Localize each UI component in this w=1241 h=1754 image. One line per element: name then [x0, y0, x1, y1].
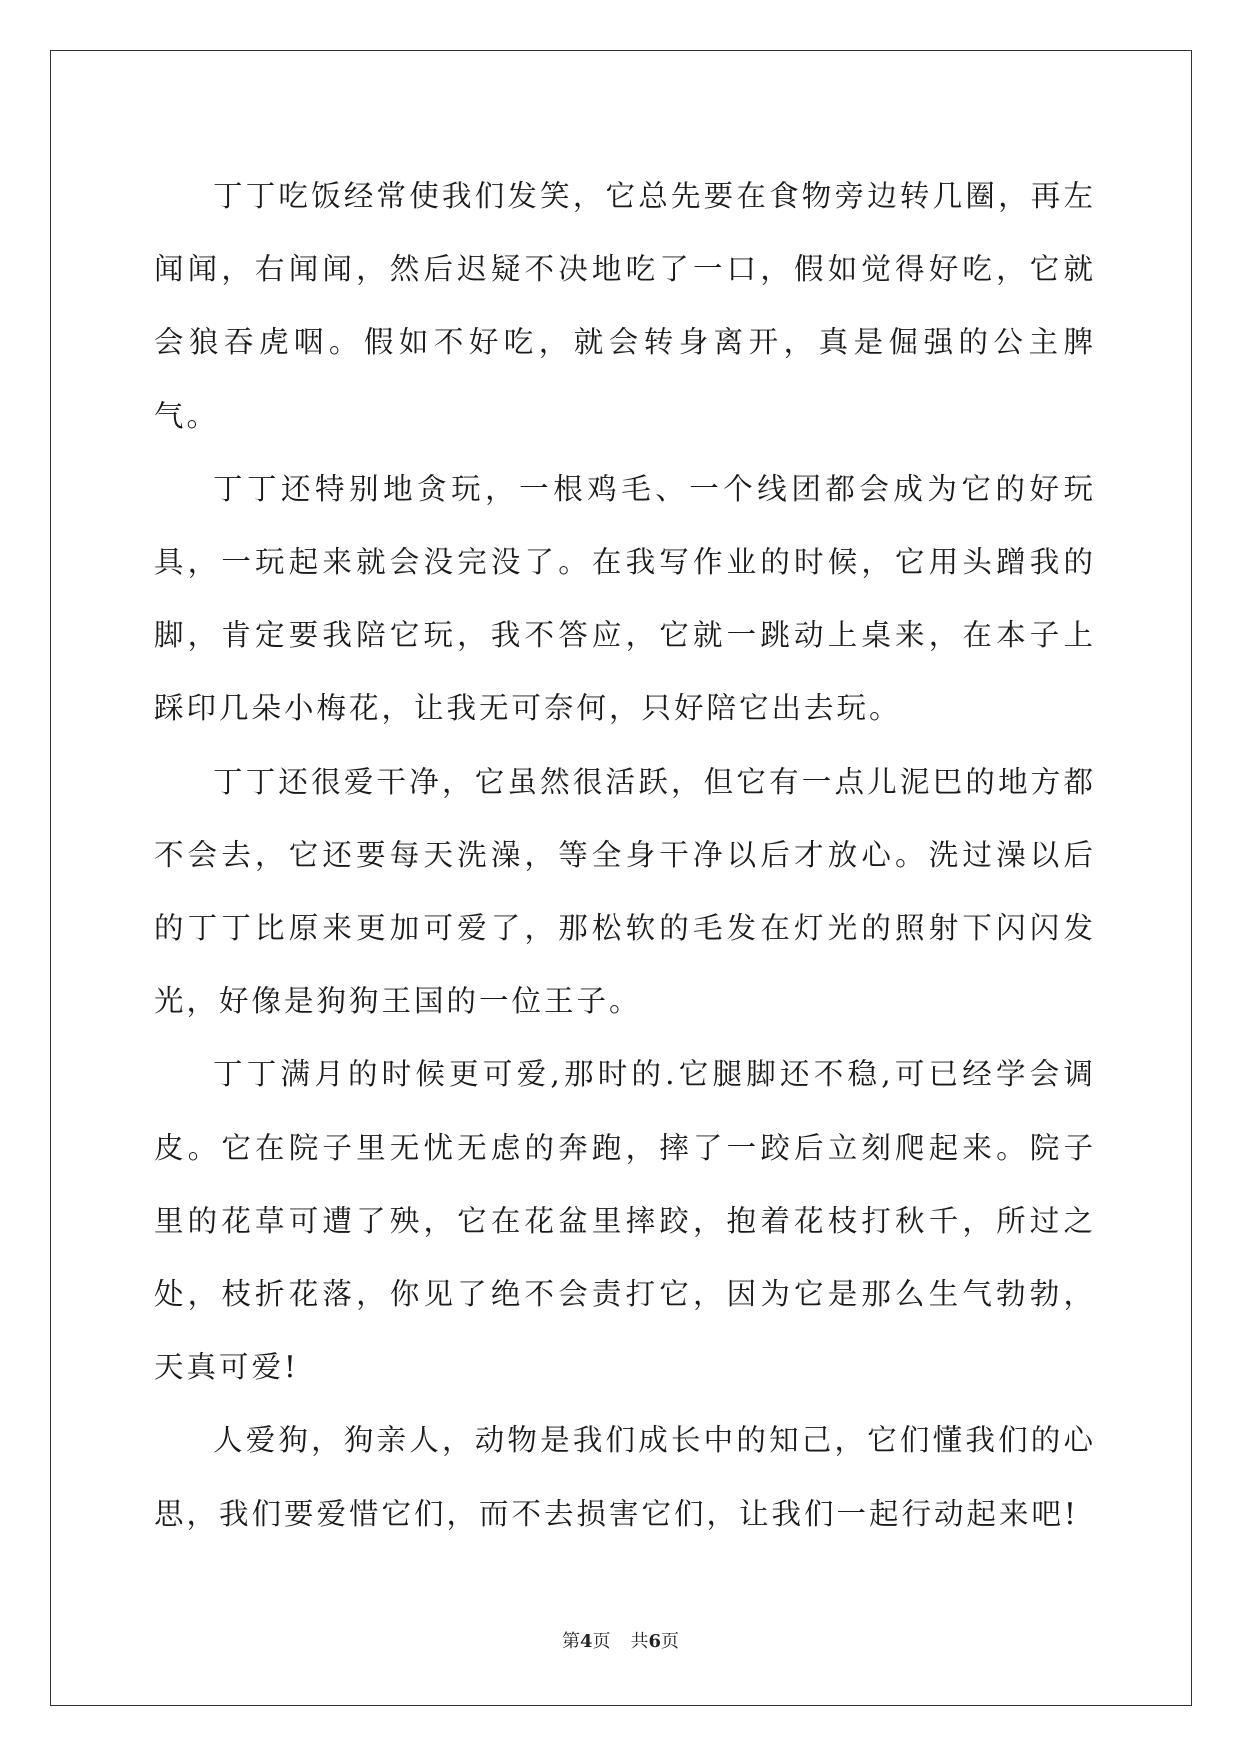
page-label-prefix: 第 — [561, 1631, 580, 1652]
total-label-suffix: 页 — [661, 1631, 680, 1652]
paragraph-5: 人爱狗，狗亲人，动物是我们成长中的知己，它们懂我们的心思，我们要爱惜它们，而不去损害它们，让我们一起行动起来吧! — [154, 1423, 1096, 1531]
paragraph-3: 丁丁还很爱干净，它虽然很活跃，但它有一点儿泥巴的地方都不会去，它还要每天洗澡，等全身干净以后才放心。洗过澡以后的丁丁比原来更加可爱了，那松软的毛发在灯光的照射下闪闪发光，好像是狗狗王国的一位王子。 — [154, 764, 1096, 1019]
total-page-number: 6 — [648, 1631, 662, 1652]
current-page-number: 4 — [579, 1631, 593, 1652]
total-label-prefix: 共 — [630, 1631, 649, 1652]
page-label-suffix: 页 — [592, 1631, 611, 1652]
paragraph-1: 丁丁吃饭经常使我们发笑，它总先要在食物旁边转几圈，再左闻闻，右闻闻，然后迟疑不决地吃了一口，假如觉得好吃，它就会狼吞虎咽。假如不好吃，就会转身离开，真是倔强的公主脾气。 — [154, 179, 1096, 433]
paragraph-4: 丁丁满月的时候更可爱,那时的.它腿脚还不稳,可已经学会调皮。它在院子里无忧无虑的奔跑，摔了一跤后立刻爬起来。院子里的花草可遭了殃，它在花盆里摔跤，抱着花枝打秋千，所过之处，枝折花落，你见了绝不会责打它，因为它是那么生气勃勃，天真可爱! — [154, 1057, 1096, 1385]
document-body — [154, 160, 1096, 1551]
paragraph-2: 丁丁还特别地贪玩，一根鸡毛、一个线团都会成为它的好玩具，一玩起来就会没完没了。在我写作业的时候，它用头蹭我的脚，肯定要我陪它玩，我不答应，它就一跳动上桌来，在本子上踩印几朵小梅花，让我无可奈何，只好陪它出去玩。 — [154, 471, 1096, 726]
page-footer — [0, 1627, 1241, 1653]
